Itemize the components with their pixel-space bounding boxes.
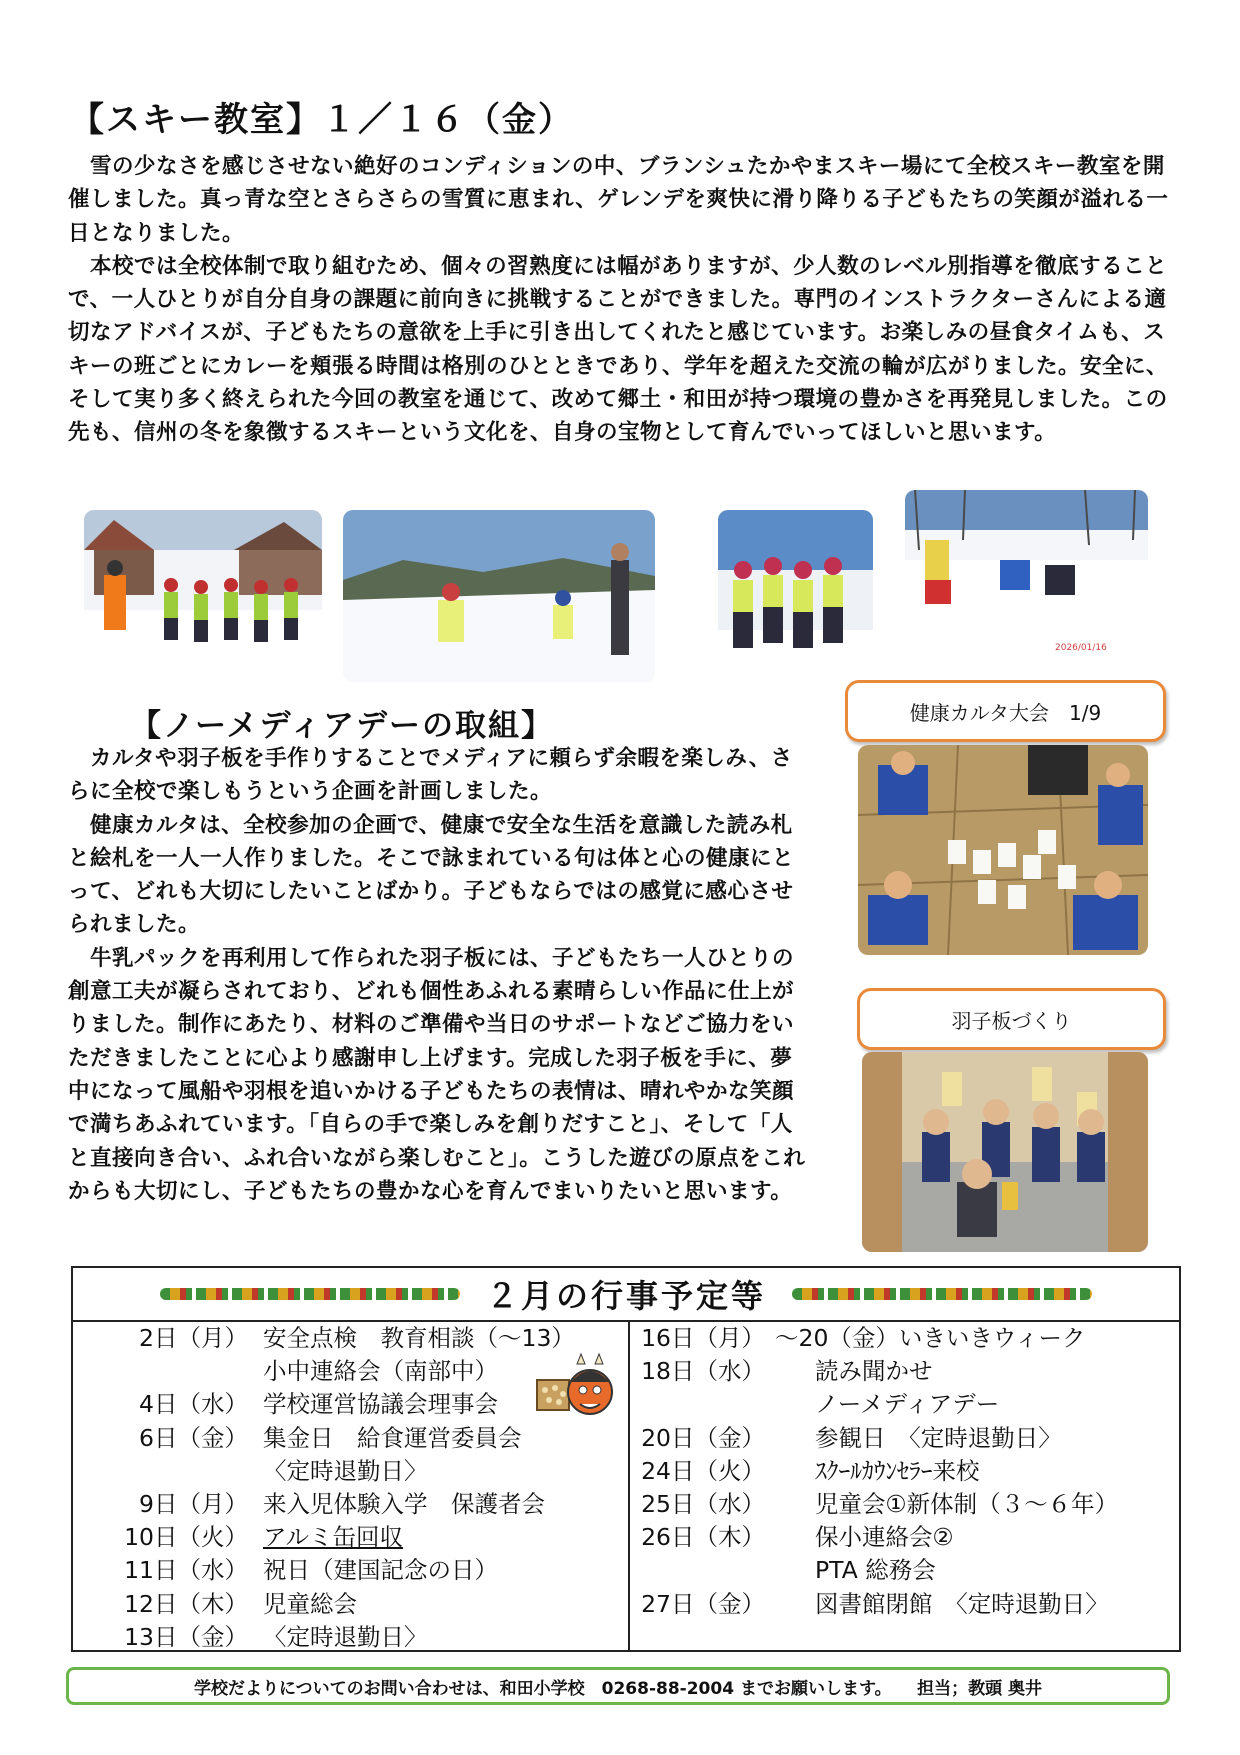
schedule-row — [630, 1488, 1183, 1521]
schedule-row — [73, 1588, 626, 1621]
schedule-event: 安全点検 教育相談（～13） — [263, 1324, 575, 1352]
nomedia-paragraph-3: 牛乳パックを再利用して作られた羽子板には、子どもたち一人ひとりの創意工夫が凝らされており、どれも個性あふれる素晴らしい作品に仕上がりました。制作にあたり、材料のご準備や当日のサポートなどご協力をいただきましたことに心より感謝申し上げます。完成した羽子板を手に、夢中になって風船や羽根を追いかける子どもたちの表情は、晴れやかな笑顔で満ちあふれています。「自らの手で楽しみを創りだすこと」、そして「人と直接向き合い、ふれ合いながら楽しむこと」。こうした遊びの原点をこれからも大切にし、子どもたちの豊かな心を育んでまいりたいと思います。 — [68, 945, 806, 1204]
contact-footer: 学校だよりについてのお問い合わせは、和田小学校 0268-88-2004 までお願いします。 担当；教頭 奥井 — [66, 1667, 1170, 1705]
schedule-row — [630, 1322, 1183, 1355]
schedule-event: 集金日 給食運営委員会 — [263, 1423, 522, 1452]
schedule-header — [73, 1268, 1179, 1322]
garland-right-decoration — [792, 1288, 1092, 1300]
schedule-date: 9日（月） — [139, 1490, 248, 1519]
schedule-event: 参観日 〈定時退勤日〉 — [815, 1423, 1062, 1452]
schedule-row — [630, 1554, 1183, 1587]
schedule-event: 〈定時退勤日〉 — [263, 1456, 428, 1485]
ski-paragraph-2: 本校では全校体制で取り組むため、個々の習熟度には幅がありますが、少人数のレベル別指導を徹底することで、一人ひとりが自分自身の課題に前向きに挑戦することができました。専門のインストラクターさんによる適切なアドバイスが、子どもたちの意欲を上手に引き出してくれたと感じています。お楽しみの昼食タイムも、スキーの班ごとにカレーを頬張る時間は格別のひとときであり、学年を超えた交流の輪が広がりました。安全に、そして実り多く終えられた今回の教室を通じて、改めて郷土・和田が持つ環境の豊かさを再発見しました。この先も、信州の冬を象徴するスキーという文化を、自身の宝物として育んでいってほしいと思います。 — [68, 253, 1169, 446]
ski-photo-slope — [343, 510, 655, 682]
ski-photo-date-stamp: 2026/01/16 — [1055, 643, 1107, 653]
schedule-event: 小中連絡会（南部中） — [263, 1357, 498, 1386]
ski-paragraph-1: 雪の少なさを感じさせない絶好のコンディションの中、ブランシュたかやまスキー場にて全校スキー教室を開催しました。真っ青な空とさらさらの雪質に恵まれ、ゲレンデを爽快に滑り降りる子どもたちの笑顔が溢れる一日となりました。 — [68, 154, 1169, 246]
schedule-event: 図書館閉館 〈定時退勤日〉 — [815, 1589, 1109, 1618]
schedule-date — [73, 1455, 258, 1488]
schedule-row — [73, 1621, 626, 1654]
schedule-event: ～20（金）いきいきウィーク — [775, 1324, 1086, 1352]
ski-article — [68, 150, 1178, 450]
schedule-event: 読み聞かせ — [815, 1357, 933, 1386]
ski-heading: 【スキー教室】１／１６（金） — [70, 100, 574, 140]
schedule-date — [73, 1355, 258, 1388]
schedule-event: 学校運営協議会理事会 — [263, 1390, 498, 1419]
garland-left-decoration — [160, 1288, 460, 1300]
schedule-row — [630, 1588, 1183, 1621]
schedule-date: 25日（水） — [641, 1490, 765, 1519]
schedule-event: 児童会①新体制（３～６年） — [815, 1490, 1119, 1519]
nomedia-article — [68, 742, 810, 1208]
nomedia-paragraph-1: カルタや羽子板を手作りすることでメディアに頼らず余暇を楽しみ、さらに全校で楽しもうという企画を計画しました。 — [68, 746, 793, 805]
nomedia-heading: 【ノーメディアデーの取組】 — [130, 708, 555, 744]
schedule-row — [630, 1388, 1183, 1421]
schedule-date: 13日（金） — [124, 1622, 248, 1651]
schedule-date: 20日（金） — [641, 1423, 765, 1452]
hagoita-photo — [862, 1052, 1148, 1252]
schedule-row — [73, 1322, 626, 1355]
schedule-date — [630, 1388, 775, 1421]
schedule-date: 26日（木） — [641, 1523, 765, 1552]
schedule-date: 16日（月） — [641, 1324, 765, 1352]
schedule-event: 児童総会 — [263, 1589, 357, 1618]
schedule-date: 6日（金） — [139, 1423, 248, 1452]
schedule-event: PTA 総務会 — [815, 1556, 936, 1585]
schedule-date: 2日（月） — [139, 1324, 248, 1352]
schedule-event: ｽｸｰﾙｶｳﾝｾﾗｰ来校 — [815, 1456, 980, 1485]
schedule-event: アルミ缶回収 — [263, 1523, 404, 1552]
schedule-event: 〈定時退勤日〉 — [263, 1622, 428, 1651]
schedule-event: ノーメディアデー — [815, 1390, 1000, 1419]
schedule-right-column — [630, 1322, 1183, 1621]
oni-mask-icon — [533, 1352, 613, 1432]
ski-photo-instructor — [84, 510, 322, 682]
schedule-date: 27日（金） — [641, 1589, 765, 1618]
schedule-row — [73, 1554, 626, 1587]
ski-photo-snow-play — [905, 490, 1148, 662]
karuta-photo — [858, 745, 1148, 955]
schedule-date: 12日（木） — [124, 1589, 248, 1618]
ski-photo-group — [718, 510, 873, 682]
schedule-event: 保小連絡会② — [815, 1523, 954, 1552]
schedule-date: 10日（火） — [124, 1523, 248, 1552]
schedule-date: 24日（火） — [641, 1456, 765, 1485]
schedule-date: 18日（水） — [641, 1357, 765, 1386]
schedule-title: ２月の行事予定等 — [485, 1277, 766, 1315]
schedule-date — [630, 1554, 775, 1587]
schedule-date: 4日（水） — [139, 1390, 248, 1419]
nomedia-paragraph-2: 健康カルタは、全校参加の企画で、健康で安全な生活を意識した読み札と絵札を一人一人作りました。そこで詠まれている句は体と心の健康にとって、どれも大切にしたいことばかり。子どもならではの感覚に感心させられました。 — [68, 812, 795, 938]
hagoita-label: 羽子板づくり — [857, 988, 1166, 1050]
schedule-row — [630, 1422, 1183, 1455]
schedule-event: 祝日（建国記念の日） — [263, 1556, 498, 1585]
schedule-row — [73, 1488, 626, 1521]
schedule-row — [630, 1455, 1183, 1488]
schedule-event: 来入児体験入学 保護者会 — [263, 1490, 545, 1519]
schedule-row — [630, 1521, 1183, 1554]
schedule-row — [630, 1355, 1183, 1388]
schedule-table — [71, 1266, 1181, 1652]
schedule-row — [73, 1521, 626, 1554]
schedule-row — [73, 1455, 626, 1488]
karuta-label: 健康カルタ大会 1/9 — [845, 680, 1166, 742]
schedule-date: 11日（水） — [124, 1556, 248, 1585]
